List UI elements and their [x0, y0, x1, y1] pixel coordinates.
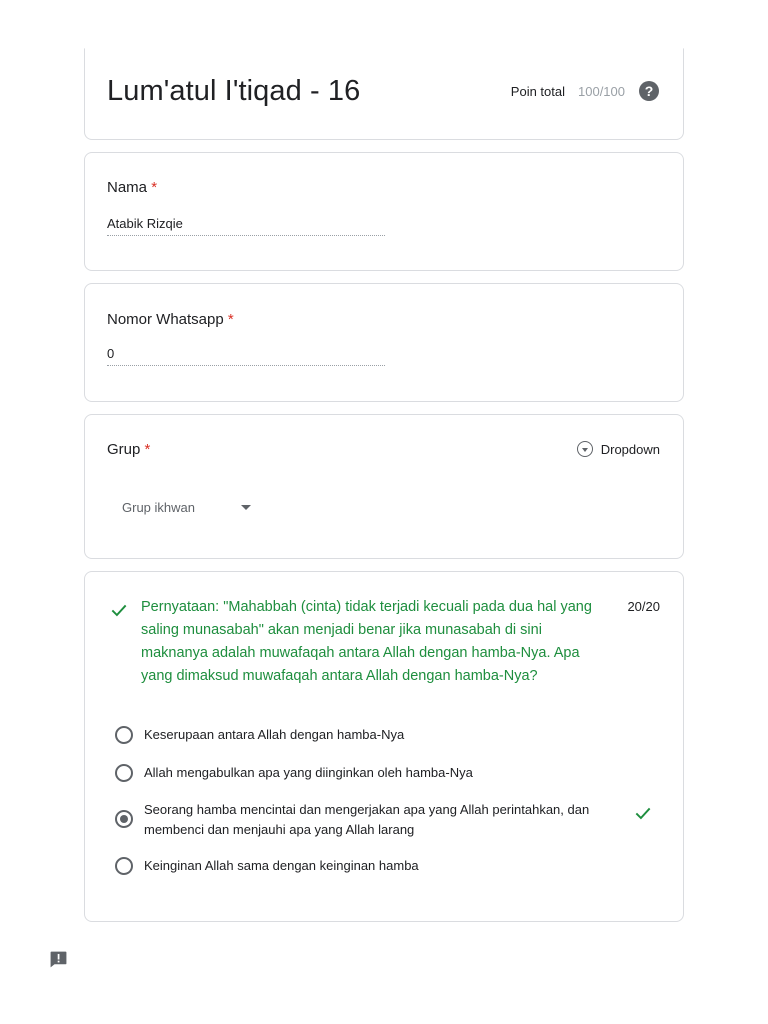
question-type-label: Dropdown: [600, 441, 660, 457]
quiz-option[interactable]: [115, 726, 614, 745]
points-value: 100/100: [578, 83, 625, 99]
question-card-whatsapp: [84, 283, 684, 402]
question-card-grup: [84, 414, 684, 559]
radio-button[interactable]: [115, 764, 133, 782]
question-label-grup: Grup *: [107, 441, 151, 458]
option-label: Keinginan Allah sama dengan keinginan hamba: [144, 858, 419, 873]
required-asterisk: *: [144, 441, 151, 458]
whatsapp-answer: 0: [107, 346, 385, 366]
radio-button[interactable]: [115, 857, 133, 875]
radio-button[interactable]: [115, 726, 133, 744]
caret-down-icon: [241, 505, 251, 510]
correct-answer-check-icon: [633, 803, 653, 823]
question-type-indicator: [577, 441, 660, 457]
dropdown-circle-icon: [577, 441, 593, 457]
question-label-nama: Nama *: [107, 179, 158, 196]
quiz-question-card: [84, 571, 684, 922]
help-circle-icon[interactable]: ?: [639, 81, 659, 101]
points-total: [511, 81, 659, 101]
grup-dropdown[interactable]: [122, 500, 251, 515]
quiz-option-selected[interactable]: [115, 802, 614, 840]
grup-dropdown-value: Grup ikhwan: [122, 500, 195, 515]
report-feedback-icon[interactable]: [49, 950, 68, 969]
form-header-card: [84, 48, 684, 140]
required-asterisk: *: [227, 311, 234, 328]
option-label: Allah mengabulkan apa yang diinginkan oleh hamba-Nya: [144, 765, 473, 780]
option-label: Keserupaan antara Allah dengan hamba-Nya: [144, 727, 405, 742]
quiz-question-text: Pernyataan: "Mahabbah (cinta) tidak terjadi kecuali pada dua hal yang saling munasabah" akan menjadi benar jika munasabah di sini maknanya adalah muwafaqah antara Allah dengan hamba-Nya. Apa yang dimaksud muwafaqah antara Allah dengan hamba-Nya?: [141, 599, 592, 684]
radio-button-selected[interactable]: [115, 810, 133, 828]
question-card-nama: [84, 152, 684, 271]
points-label: Poin total: [510, 83, 565, 99]
correct-check-icon: [109, 600, 129, 620]
option-label: Seorang hamba mencintai dan mengerjakan apa yang Allah perintahkan, dan membenci dan menjauhi apa yang Allah larang: [144, 802, 590, 837]
quiz-option[interactable]: [115, 857, 614, 876]
form-title: Lum'atul I'tiqad - 16: [107, 75, 361, 107]
required-asterisk: *: [151, 179, 158, 196]
quiz-option[interactable]: [115, 764, 614, 783]
quiz-score: 20/20: [627, 599, 660, 614]
nama-answer: Atabik Rizqie: [107, 216, 385, 236]
question-label-whatsapp: Nomor Whatsapp *: [107, 311, 234, 328]
